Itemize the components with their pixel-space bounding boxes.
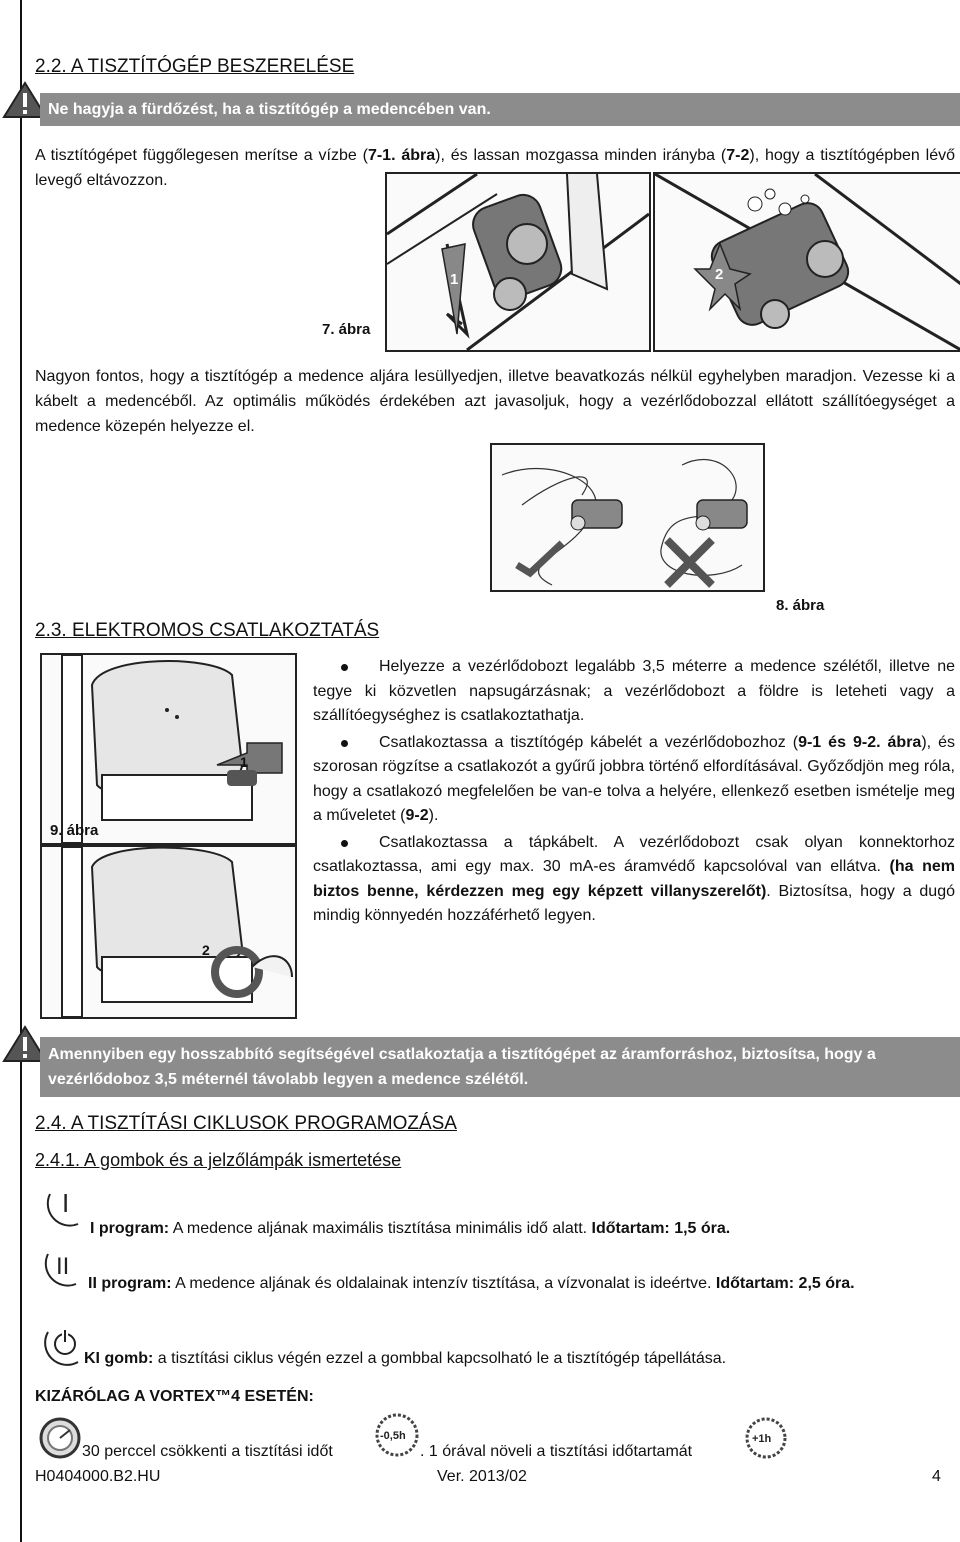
fig-ref-7-1: 7-1. ábra [367, 147, 436, 164]
figure-7-caption: 7. ábra [322, 321, 371, 338]
figure-7-2 [653, 172, 960, 352]
minus-half-hour-button-icon[interactable] [374, 1412, 420, 1458]
fig7-step2-label: 2 [715, 266, 724, 283]
warning-text: Ne hagyja a fürdőzést, ha a tisztítógép a medencében van. [48, 101, 491, 118]
figure-8-caption: 8. ábra [776, 597, 825, 614]
power-button-icon[interactable] [38, 1320, 90, 1372]
warning-banner-extension [40, 1037, 960, 1097]
gauge-icon [36, 1416, 84, 1460]
plus-one-hour-description: . 1 órával növeli a tisztítási időtartamát [420, 1443, 693, 1460]
minus-half-hour-description: 30 perccel csökkenti a tisztítási időt [82, 1443, 333, 1460]
section-title-2-3: 2.3. ELEKTROMOS CSATLAKOZTATÁS [35, 620, 380, 641]
figure-9-caption: 9. ábra [50, 822, 99, 839]
paragraph-cable: Nagyon fontos, hogy a tisztítógép a medence aljára lesüllyedjen, illetve beavatkozás nélkül egyhelyben maradjon. Vezesse ki a kábelt a medencéből. Az optimális működés érdekében azt javasoljuk, hogy a vezérlődobozzal ellátott szállítóegységet a medence közepén helyezze el. [35, 368, 955, 435]
program-1-description: I program: A medence aljának maximális tisztítása minimális idő alatt. Időtartam: 1,5 óra. [90, 1220, 731, 1237]
warning-banner [40, 93, 960, 126]
section-title-2-4: 2.4. A TISZTÍTÁSI CIKLUSOK PROGRAMOZÁSA [35, 1113, 457, 1134]
figure-7-1 [385, 172, 651, 352]
fig9-step2-label: 2 [202, 942, 210, 958]
program-1-icon-label: I [62, 1188, 70, 1218]
bullet-item-1: Helyezze a vezérlődobozt legalább 3,5 méterre a medence szélétől, illetve ne tegye ki közvetlen napsugárzásnak; a vezérlődobozt a földre is leteheti vagy a szállítóegységhez is csatlakoztathatja. [313, 658, 955, 724]
program-2-description: II program: A medence aljának és oldalainak intenzív tisztítása, a vízvonalat is ideértve. Időtartam: 2,5 óra. [88, 1275, 855, 1292]
subsection-title-2-4-1: 2.4.1. A gombok és a jelzőlámpák ismertetése [35, 1150, 402, 1170]
vortex-only-heading: KIZÁRÓLAG A VORTEX™4 ESETÉN: [35, 1388, 314, 1405]
left-margin-line [20, 0, 22, 1542]
footer-version: Ver. 2013/02 [437, 1468, 527, 1485]
paragraph-submerge: A tisztítógépet függőlegesen merítse a vízbe (7-1. ábra), és lassan mozgassa minden irányba (7-2), hogy a tisztítógépben lévő levegő eltávozzon. [35, 147, 956, 189]
minus-icon-label: -0,5h [380, 1430, 406, 1442]
bullet-item-3: Csatlakoztassa a tápkábelt. A vezérlődobozt csak olyan konnektorhoz csatlakoztassa, ami egy max. 30 mA-es áramvédő kapcsolóval van ellátva. (ha nem biztos benne, kérdezzen meg egy képzett villanyszerelőt). Biztosítsa, hogy a dugó mindig könnyedén hozzáférhető legyen. [313, 833, 956, 924]
bullet-item-2: Csatlakoztassa a tisztítógép kábelét a vezérlődobozhoz (9-1 és 9-2. ábra), és szorosan rögzítse a csatlakozót a gyűrű jobbra történő elfordításával. Győződjön meg róla, hogy a csatlakozó megfelelően be van-e tolva a helyére, ellenkező esetben ismételje meg a műveletet (9-2). [313, 733, 955, 824]
footer-document-id: H0404000.B2.HU [35, 1468, 161, 1485]
off-button-description: KI gomb: a tisztítási ciklus végén ezzel a gombbal kapcsolható le a tisztítógép tápellátása. [84, 1350, 727, 1367]
figure-9-2 [40, 845, 297, 1019]
figure-8 [490, 443, 765, 592]
program-1-button-icon[interactable] [38, 1182, 90, 1234]
figure-9-1 [40, 653, 297, 845]
footer-page-number: 4 [932, 1468, 941, 1485]
warning-extension-text: Amennyiben egy hosszabbító segítségével csatlakoztatja a tisztítógépet az áramforráshoz, biztosítsa, hogy a vezérlődoboz 3,5 méternél távolabb legyen a medence szélétől. [48, 1046, 876, 1088]
fig7-step1-label: 1 [450, 271, 459, 288]
plus-one-hour-button-icon[interactable] [744, 1416, 788, 1460]
fig-ref-7-2: 7-2 [726, 147, 750, 164]
plus-icon-label: +1h [752, 1433, 772, 1445]
bullet-list [313, 655, 955, 929]
program-2-icon-label: II [56, 1253, 70, 1280]
section-title-2-2: 2.2. A TISZTÍTÓGÉP BESZERELÉSE [35, 56, 355, 77]
fig9-step1-label: 1 [240, 754, 248, 770]
